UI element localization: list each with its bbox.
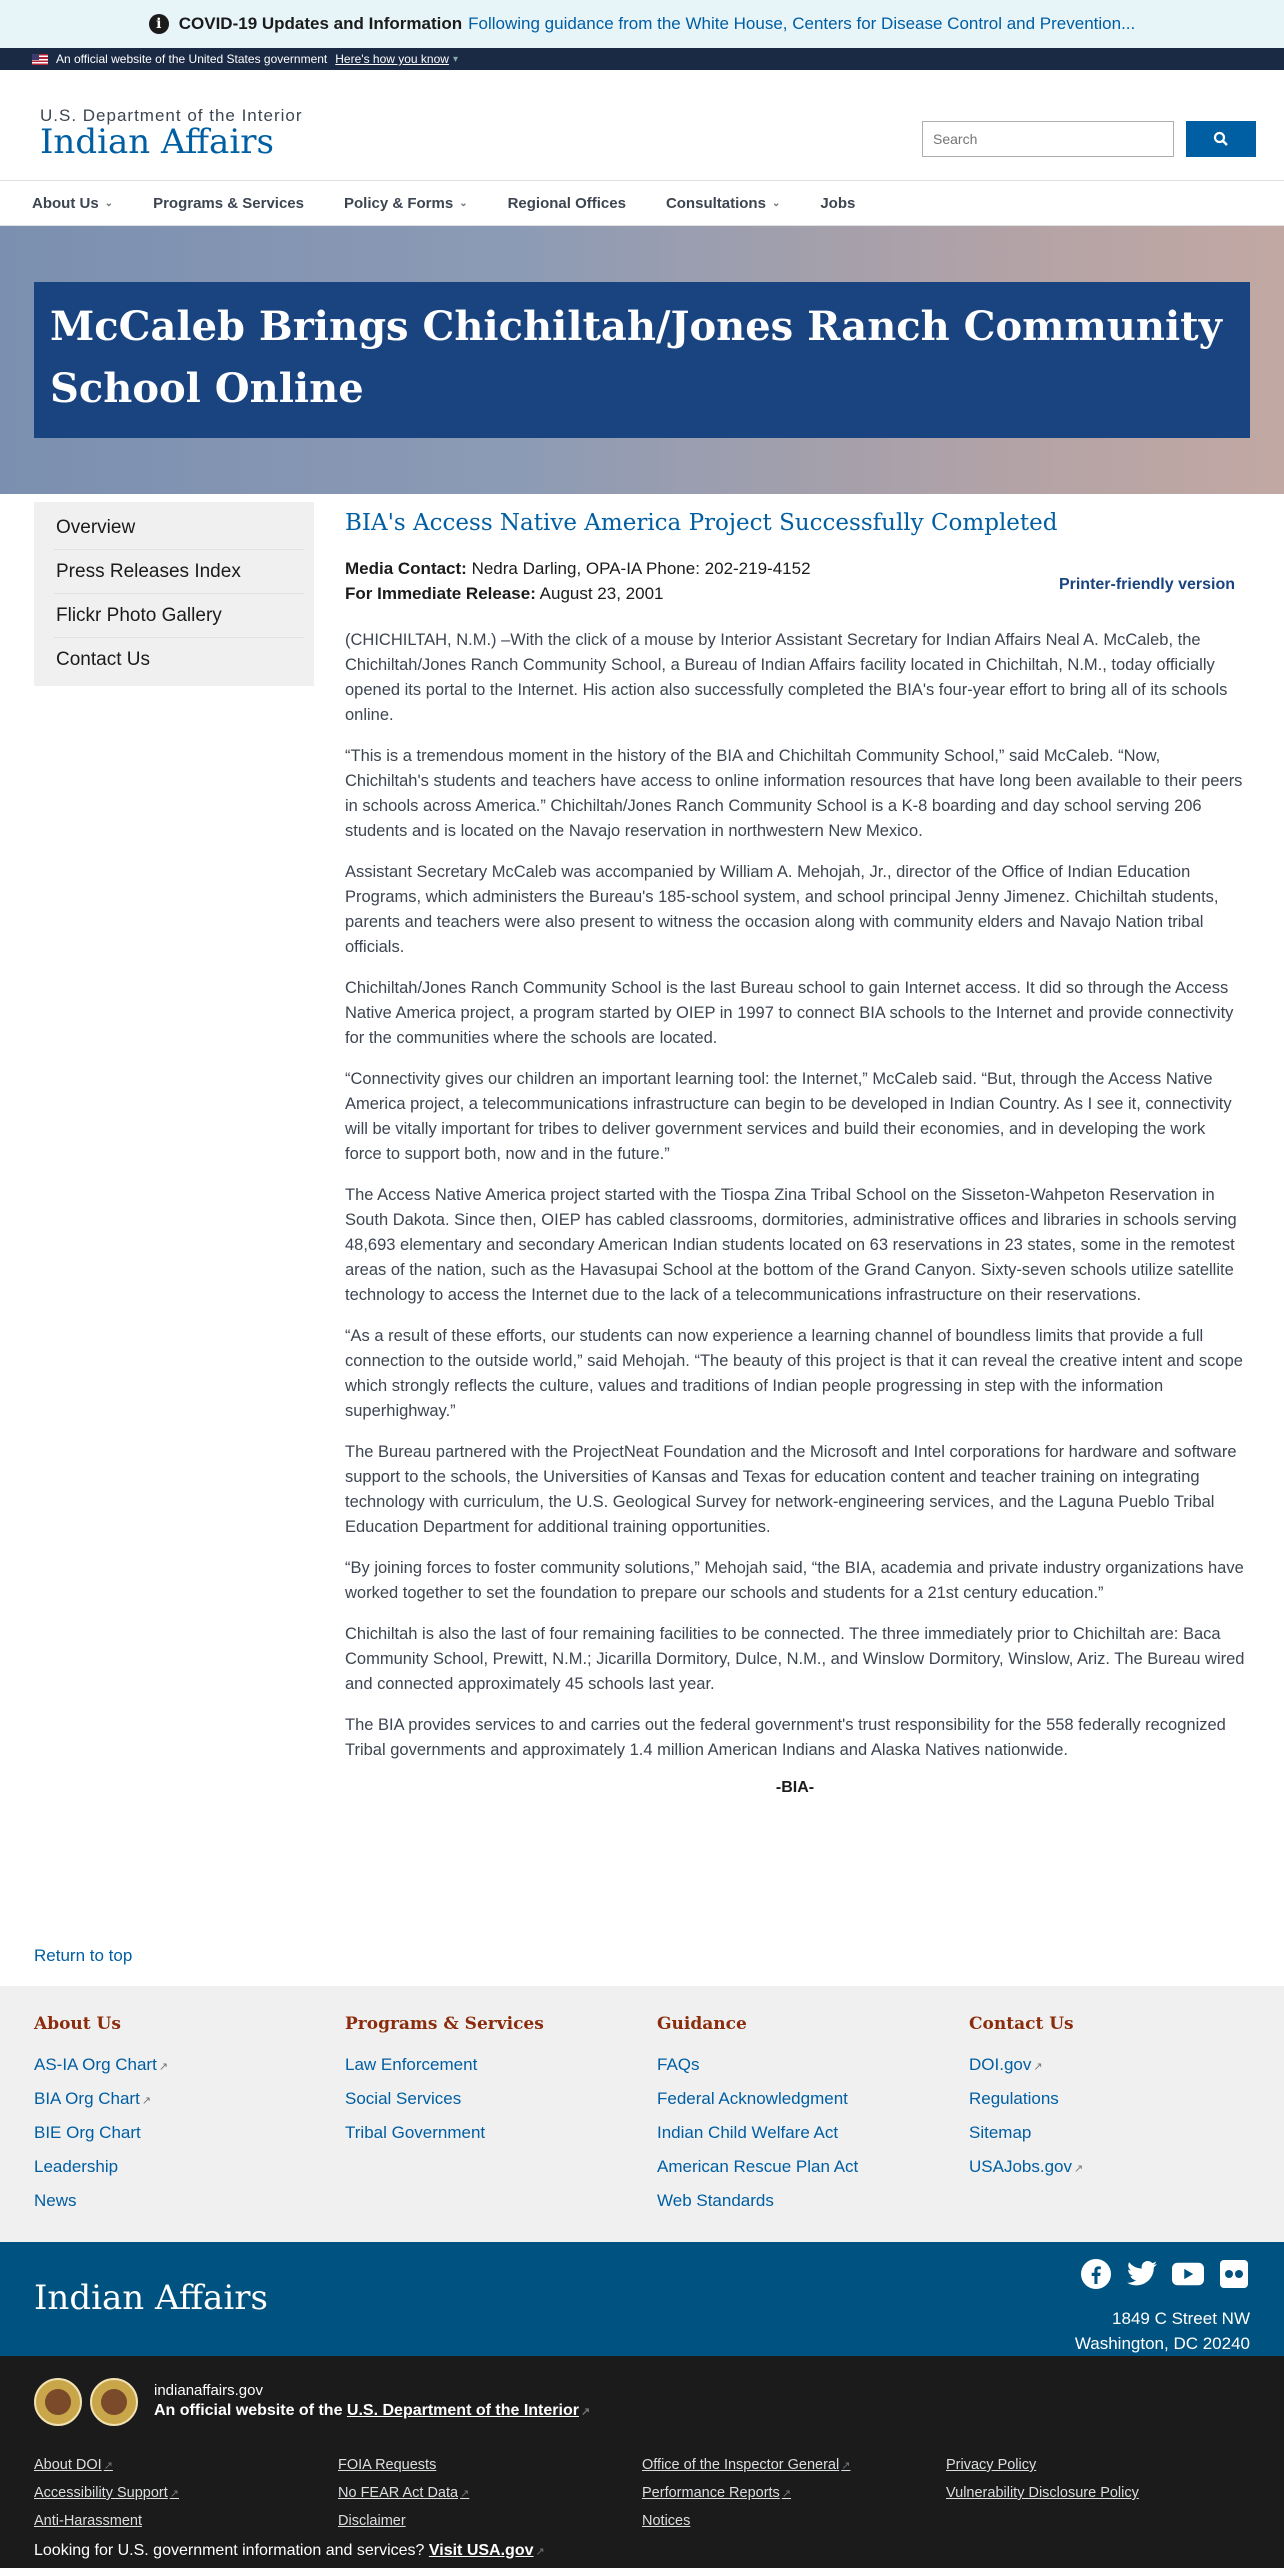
chevron-down-icon: ⌄ — [459, 197, 468, 209]
footer-address — [1075, 2306, 1250, 2356]
external-link-icon: ↗ — [141, 2095, 152, 2107]
footer-link[interactable] — [969, 2150, 1269, 2184]
footer-col-programs — [345, 2014, 645, 2150]
usagov-link[interactable]: Visit USA.gov — [428, 2542, 534, 2559]
sidenav-press-releases-index[interactable]: Press Releases Index — [54, 550, 304, 594]
hero-banner — [0, 226, 1284, 494]
nav-regional-offices[interactable] — [508, 195, 626, 212]
flickr-icon[interactable] — [1218, 2258, 1250, 2290]
external-link-icon: ↗ — [460, 2488, 470, 2500]
identifier-link[interactable]: FOIA Requests — [338, 2457, 437, 2473]
identifier-link-label: No FEAR Act Data — [338, 2485, 459, 2501]
external-link-icon: ↗ — [781, 2488, 792, 2500]
nav-programs-services[interactable] — [153, 195, 304, 212]
nav-consultations[interactable] — [666, 195, 780, 212]
sidenav-flickr-photo-gallery[interactable]: Flickr Photo Gallery — [54, 594, 304, 638]
footer-col-contact — [969, 2014, 1269, 2184]
identifier — [0, 2356, 1284, 2568]
external-link-icon: ↗ — [580, 2406, 591, 2418]
doi-seal-logo — [34, 2378, 82, 2426]
printer-friendly-link[interactable]: Printer-friendly version — [1058, 576, 1235, 593]
identifier-link[interactable] — [642, 2457, 850, 2473]
search-button[interactable] — [1186, 121, 1256, 157]
how-you-know-link[interactable]: Here's how you know — [335, 52, 449, 66]
article-heading: BIA's Access Native America Project Successfully Completed — [345, 510, 1058, 536]
nav-label: Consultations — [665, 194, 766, 212]
footer-heading: Contact Us — [969, 2014, 1074, 2034]
article-paragraph: The Bureau partnered with the ProjectNeat Foundation and the Microsoft and Intel corporations for hardware and software support to the schools, the Universities of Kansas and Texas for education content and teacher training on integrating technology with curriculum, the U.S. Geological Survey for network-engineering services, and the Laguna Pueblo Tribal Education Department for additional training opportunities. — [345, 1443, 1237, 1536]
footer-band — [0, 2242, 1284, 2356]
article — [345, 502, 1245, 1797]
address-line: Washington, DC 20240 — [1074, 2334, 1250, 2353]
identifier-link[interactable] — [338, 2485, 469, 2501]
footer-link-label: AS-IA Org Chart — [34, 2055, 157, 2074]
covid-title: COVID-19 Updates and Information — [178, 14, 463, 33]
footer-link[interactable]: Regulations — [969, 2089, 1059, 2108]
footer-link[interactable]: Federal Acknowledgment — [657, 2089, 848, 2108]
identifier-link[interactable]: Notices — [642, 2513, 691, 2529]
footer-link[interactable]: Sitemap — [969, 2123, 1032, 2142]
article-paragraph: Chichiltah/Jones Ranch Community School is the last Bureau school to gain Internet access. It did so through the Access Native America project, a program started by OIEP in 1997 to connect BIA schools to the Internet and provide connectivity for the communities where the schools are located. — [345, 979, 1234, 1047]
article-paragraph: “By joining forces to foster community solutions,” Mehojah said, “the BIA, academia and private industry organizations have worked together to set the foundation to prepare our schools and students for a 21st century education.” — [345, 1559, 1244, 1602]
external-link-icon: ↗ — [158, 2061, 169, 2073]
footer-link-label: BIA Org Chart — [34, 2089, 140, 2108]
article-paragraph: The Access Native America project started with the Tiospa Zina Tribal School on the Sisseton-Wahpeton Reservation in South Dakota. Since then, OIEP has cabled classrooms, dormitories, administrative offices and libraries in schools serving 48,693 elementary and secondary American Indian students located on 63 reservations in 23 states, some in the remotest areas of the nation, such as the Havasupai School at the bottom of the Grand Canyon. Sixty-seven schools utilize satellite technology to access the Internet due to the lack of a telecommunications infrastructure on their reservations. — [345, 1186, 1237, 1304]
sidenav-contact-us[interactable]: Contact Us — [56, 649, 150, 670]
covid-banner — [0, 0, 1284, 48]
site-title[interactable]: Indian Affairs — [40, 122, 274, 162]
article-paragraph: The BIA provides services to and carries out the federal government's trust responsibility for the 558 federally recognized Tribal governments and approximately 1.4 million American Indians and Alaska Natives nationwide. — [345, 1716, 1226, 1759]
nav-label: About Us — [32, 194, 99, 212]
footer-link[interactable]: Law Enforcement — [345, 2055, 478, 2074]
footer-links — [0, 1986, 1284, 2242]
article-paragraph: (CHICHILTAH, N.M.) –With the click of a mouse by Interior Assistant Secretary for Indian Affairs Neal A. McCaleb, the Chichiltah/Jones Ranch Community School, a Bureau of Indian Affairs facility located in Chichiltah, N.M., today officially opened its portal to the Internet. His action also successfully completed the BIA's four-year effort to bring all of its schools online. — [345, 631, 1228, 724]
article-paragraph: Assistant Secretary McCaleb was accompanied by William A. Mehojah, Jr., director of the Office of Indian Education Programs, which administers the Bureau's 185-school system, and school principal Jenny Jimenez. Chichiltah students, parents and teachers were also present to witness the occasion along with community elders and Navajo Nation tribal officials. — [345, 863, 1219, 956]
official-prefix: An official website of the — [154, 2402, 343, 2419]
covid-link[interactable]: Following guidance from the White House, Centers for Disease Control and Prevention... — [468, 14, 1136, 33]
identifier-link[interactable] — [642, 2485, 791, 2501]
identifier-link[interactable]: Anti-Harassment — [34, 2513, 142, 2529]
search-icon — [1213, 131, 1229, 147]
identifier-link-label: Accessibility Support — [34, 2485, 168, 2501]
identifier-link[interactable] — [34, 2457, 113, 2473]
article-signoff: -BIA- — [775, 1779, 815, 1796]
release-label: For Immediate Release: — [345, 584, 536, 603]
release-value: August 23, 2001 — [539, 584, 664, 603]
external-link-icon: ↗ — [841, 2460, 851, 2472]
article-paragraph: “This is a tremendous moment in the history of the BIA and Chichiltah Community School,” said McCaleb. “Now, Chichiltah's students and teachers have access to online information resources that have long been available to their peers in schools across America.” Chichiltah/Jones Ranch Community School is a K-8 boarding and day school serving 206 students and is located on the Navajo reservation in northwestern New Mexico. — [345, 747, 1243, 840]
bia-seal-logo — [90, 2378, 138, 2426]
external-link-icon: ↗ — [535, 2546, 545, 2558]
usagov-prefix: Looking for U.S. government information and services? — [34, 2542, 425, 2559]
social-links — [1080, 2258, 1250, 2290]
agency-name: U.S. Department of the Interior — [40, 106, 303, 125]
facebook-icon[interactable] — [1080, 2258, 1112, 2290]
footer-link[interactable]: BIE Org Chart — [34, 2123, 141, 2142]
address-line: 1849 C Street NW — [1112, 2309, 1250, 2328]
chevron-down-icon[interactable]: ▾ — [452, 53, 458, 65]
external-link-icon: ↗ — [1074, 2163, 1084, 2175]
footer-col-about — [34, 2014, 334, 2218]
nav-policy-forms[interactable] — [344, 195, 468, 212]
hero-title-box — [34, 282, 1250, 438]
info-icon: i — [149, 14, 169, 34]
primary-nav — [0, 180, 1284, 226]
chevron-down-icon: ⌄ — [771, 197, 781, 209]
twitter-icon[interactable] — [1126, 2258, 1158, 2290]
sidenav-overview[interactable]: Overview — [54, 506, 304, 550]
nav-label: Jobs — [820, 194, 856, 212]
us-flag-icon — [32, 54, 48, 65]
search-input[interactable] — [922, 121, 1174, 157]
page-title: McCaleb Brings Chichiltah/Jones Ranch Community School Online — [50, 303, 1222, 412]
media-contact-label: Media Contact: — [345, 559, 467, 578]
nav-about-us[interactable] — [32, 195, 113, 212]
external-link-icon: ↗ — [103, 2460, 113, 2472]
identifier-link-label: Performance Reports — [642, 2485, 780, 2501]
youtube-icon[interactable] — [1172, 2258, 1204, 2290]
identifier-link[interactable]: Disclaimer — [338, 2513, 406, 2529]
usagov-line — [34, 2542, 545, 2560]
identifier-link[interactable]: Privacy Policy — [946, 2457, 1037, 2473]
article-paragraph: “As a result of these efforts, our students can now experience a learning channel of boundless limits that provide a full connection to the outside world,” said Mehojah. “The beauty of this project is that it can reveal the creative intent and scope which strongly reflects the culture, values and traditions of Indian people progressing in step with the information superhighway.” — [345, 1327, 1243, 1420]
nav-label: Policy & Forms — [343, 194, 454, 212]
chevron-down-icon: ⌄ — [104, 197, 114, 209]
identifier-link[interactable]: Vulnerability Disclosure Policy — [946, 2485, 1139, 2501]
external-link-icon: ↗ — [1033, 2061, 1043, 2073]
identifier-domain: indianaffairs.gov — [154, 2382, 263, 2399]
gov-banner-text: An official website of the United States government — [56, 52, 328, 66]
footer-link[interactable] — [969, 2048, 1269, 2082]
footer-heading: Guidance — [657, 2014, 747, 2034]
identifier-link[interactable] — [34, 2485, 179, 2501]
site-header — [0, 70, 1284, 180]
footer-link[interactable]: Tribal Government — [345, 2123, 486, 2142]
footer-link[interactable] — [34, 2048, 334, 2082]
footer-link-label: USAJobs.gov — [969, 2157, 1072, 2176]
footer-link[interactable] — [34, 2082, 334, 2116]
doi-link[interactable]: U.S. Department of the Interior — [346, 2402, 579, 2419]
return-to-top-link[interactable]: Return to top — [34, 1946, 133, 1965]
gov-banner — [0, 48, 1284, 70]
article-paragraph: Chichiltah is also the last of four remaining facilities to be connected. The three immediately prior to Chichiltah are: Baca Community School, Prewitt, N.M.; Jicarilla Dormitory, Dulce, N.M., and Winslow Dormitory, Winslow, Ariz. The Bureau wired and connected approximately 45 schools last year. — [345, 1625, 1245, 1693]
identifier-link-label: Office of the Inspector General — [642, 2457, 840, 2473]
article-meta — [345, 556, 1245, 606]
footer-link[interactable]: American Rescue Plan Act — [657, 2157, 859, 2176]
footer-link-label: DOI.gov — [969, 2055, 1032, 2074]
footer-link[interactable]: Web Standards — [657, 2191, 774, 2210]
footer-link[interactable]: Indian Child Welfare Act — [657, 2123, 839, 2142]
identifier-official — [154, 2402, 590, 2420]
footer-link[interactable]: FAQs — [657, 2055, 700, 2074]
footer-link[interactable]: News — [34, 2191, 77, 2210]
nav-jobs[interactable] — [820, 195, 855, 212]
identifier-link-label: About DOI — [34, 2457, 102, 2473]
external-link-icon: ↗ — [169, 2488, 179, 2500]
footer-link[interactable]: Social Services — [345, 2089, 462, 2108]
footer-link[interactable]: Leadership — [34, 2157, 119, 2176]
footer-heading: Programs & Services — [345, 2014, 544, 2034]
footer-heading: About Us — [34, 2014, 121, 2034]
media-contact-value: Nedra Darling, OPA-IA Phone: 202-219-4152 — [471, 559, 811, 578]
footer-col-guidance — [657, 2014, 957, 2218]
nav-label: Programs & Services — [153, 194, 304, 212]
side-nav — [34, 502, 314, 686]
article-paragraph: “Connectivity gives our children an important learning tool: the Internet,” McCaleb said. “But, through the Access Native America project, a telecommunications infrastructure can begin to be developed in Indian Country. As I see it, connectivity will be vitally important for tribes to deliver government services and build their economies, and in developing the work force to support both, now and in the future.” — [345, 1070, 1232, 1163]
footer-site-title: Indian Affairs — [34, 2278, 268, 2318]
nav-label: Regional Offices — [507, 194, 626, 212]
